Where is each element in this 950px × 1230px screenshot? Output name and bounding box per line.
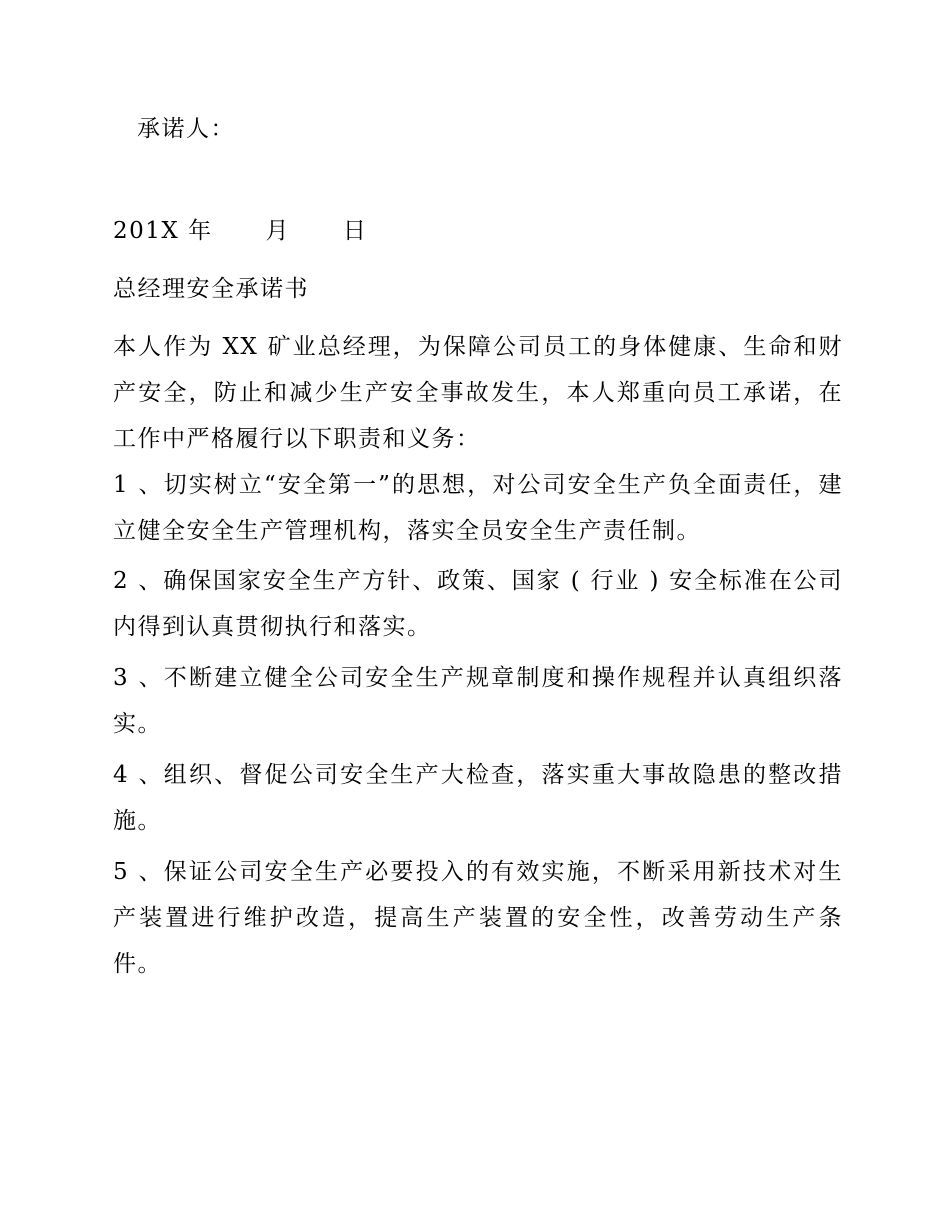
signer-label: 承诺人：: [137, 116, 235, 142]
intro-paragraph: 本人作为 XX 矿业总经理，为保障公司员工的身体健康、生命和财产安全，防止和减少生产安全事故发生，本人郑重向员工承诺，在工作中严格履行以下职责和义务：: [113, 334, 843, 452]
commitment-item-1: 1 、切实树立“安全第一”的思想，对公司安全生产负全面责任，建立健全安全生产管理机构，落实全员安全生产责任制。: [113, 472, 843, 544]
commitment-item-3: 3 、不断建立健全公司安全生产规章制度和操作规程并认真组织落实。: [113, 665, 843, 737]
commitment-item-2: 2 、确保国家安全生产方针、政策、国家 ( 行业 ) 安全标准在公司内得到认真贯彻执行和落实。: [113, 568, 843, 640]
commitment-item-5: 5 、保证公司安全生产必要投入的有效实施，不断采用新技术对生产装置进行维护改造，提高生产装置的安全性，改善劳动生产条件。: [113, 859, 843, 977]
signature-date: 201X 年 月 日: [113, 218, 368, 244]
letter-title: 总经理安全承诺书: [113, 276, 309, 302]
commitment-item-4: 4 、组织、督促公司安全生产大检查，落实重大事故隐患的整改措施。: [113, 762, 843, 834]
